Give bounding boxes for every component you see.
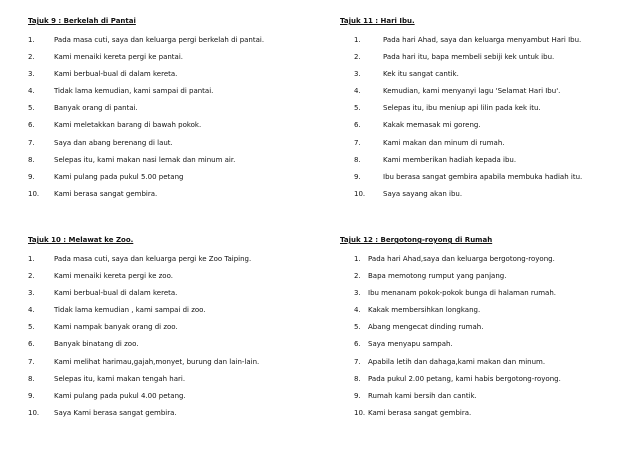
item-text: Pada hari Ahad,saya dan keluarga bergotong-royong. (368, 255, 555, 263)
item-number: 1. (354, 36, 361, 44)
list-item (340, 188, 463, 205)
item-text: Selepas itu, ibu meniup api lilin pada kek itu. (383, 104, 541, 113)
section-title: Tajuk 11 : Hari Ibu. (340, 17, 415, 25)
item-text: Abang mengecat dinding rumah. (368, 323, 484, 332)
item-text: Kami berbual-bual di dalam kereta. (54, 289, 178, 298)
item-text: Selepas itu, kami makan nasi lemak dan minum air. (54, 155, 236, 164)
item-text: Kami pulang pada pukul 4.00 petang. (54, 391, 186, 400)
item-number: 3. (354, 70, 361, 79)
list-item (340, 321, 492, 338)
item-text: Tidak lama kemudian , kami sampai di zoo. (54, 306, 206, 315)
list-item (28, 390, 186, 407)
item-text: Saya dan abang berenang di laut. (54, 138, 173, 147)
item-text: Kami memberikan hadiah kepada ibu. (383, 155, 517, 164)
list-item (28, 85, 214, 102)
item-number: 8. (354, 155, 361, 164)
item-number: 1. (28, 255, 35, 263)
list-item (28, 68, 178, 85)
list-item (28, 171, 184, 188)
list-item (28, 356, 260, 373)
item-number: 9. (28, 391, 35, 400)
list-item (340, 51, 555, 68)
item-number: 2. (354, 272, 361, 281)
item-text: Tidak lama kemudian, kami sampai di pantai. (54, 87, 214, 96)
item-number: 2. (28, 53, 35, 62)
item-text: Kami berasa sangat gembira. (54, 189, 158, 198)
list-item (340, 34, 582, 51)
item-text: Ibu menanam pokok-pokok bunga di halaman rumah. (368, 289, 556, 298)
item-number: 7. (354, 357, 361, 366)
list-item (28, 287, 178, 304)
item-number: 9. (354, 391, 361, 400)
list-item (28, 34, 265, 51)
list-item (340, 390, 492, 407)
item-list (28, 34, 265, 205)
item-number: 4. (28, 87, 35, 96)
item-number: 7. (354, 138, 361, 147)
item-number: 1. (354, 255, 361, 263)
item-number: 5. (28, 323, 35, 332)
item-number: 7. (28, 138, 35, 147)
item-text: Kami berbual-bual di dalam kereta. (54, 70, 178, 79)
list-item (28, 253, 252, 270)
list-item (340, 85, 561, 102)
list-item (28, 154, 236, 171)
item-text: Saya sayang akan ibu. (383, 189, 463, 198)
item-number: 10. (354, 189, 366, 198)
list-item (340, 338, 492, 355)
item-text: Saya menyapu sampah. (368, 340, 453, 349)
item-text: Banyak binatang di zoo. (54, 340, 139, 349)
item-number: 5. (354, 104, 361, 113)
item-number: 3. (354, 289, 361, 298)
item-number: 8. (28, 155, 35, 164)
item-number: 9. (354, 172, 361, 181)
section-tajuk-9 (28, 15, 265, 205)
item-list (340, 253, 561, 424)
list-item (28, 102, 136, 119)
item-number: 2. (354, 53, 361, 62)
item-text: Kami berasa sangat gembira. (368, 408, 472, 417)
item-number: 6. (354, 340, 361, 349)
section-tajuk-12 (340, 234, 561, 424)
list-item (28, 338, 139, 355)
item-text: Pada masa cuti, saya dan keluarga pergi berkelah di pantai. (54, 36, 265, 44)
item-text: Selepas itu, kami makan tengah hari. (54, 374, 186, 383)
section-title: Tajuk 10 : Melawat ke Zoo. (28, 236, 134, 244)
item-text: Kek itu sangat cantik. (383, 70, 459, 79)
item-number: 7. (28, 357, 35, 366)
item-number: 6. (354, 121, 361, 130)
list-item (340, 304, 492, 321)
item-text: Apabila letih dan dahaga,kami makan dan minum. (368, 357, 546, 366)
section-tajuk-10 (28, 234, 260, 424)
list-item (340, 287, 556, 304)
list-item (28, 51, 183, 68)
item-number: 8. (28, 374, 35, 383)
list-item (28, 137, 173, 154)
list-item (28, 119, 202, 136)
item-number: 10. (28, 189, 40, 198)
item-text: Bapa memotong rumput yang panjang. (368, 272, 507, 281)
list-item (28, 321, 178, 338)
item-text: Saya Kami berasa sangat gembira. (54, 408, 177, 417)
item-number: 2. (28, 272, 35, 281)
item-text: Kami melihat harimau,gajah,monyet, burung dan lain-lain. (54, 357, 260, 366)
item-number: 4. (354, 306, 361, 315)
list-item (340, 154, 517, 171)
list-item (340, 253, 555, 270)
list-item (340, 68, 459, 85)
item-number: 5. (354, 323, 361, 332)
item-number: 9. (28, 172, 35, 181)
item-text: Kemudian, kami menyanyi lagu 'Selamat Hari Ibu'. (383, 87, 561, 96)
section-title: Tajuk 9 : Berkelah di Pantai (28, 17, 136, 25)
list-item (340, 270, 507, 287)
item-number: 10. (28, 408, 40, 417)
item-text: Kami menaiki kereta pergi ke zoo. (54, 272, 173, 281)
item-text: Banyak orang di pantai. (54, 104, 138, 113)
item-text: Pada pukul 2.00 petang, kami habis bergotong-royong. (368, 374, 561, 383)
list-item (340, 119, 481, 136)
item-text: Kami makan dan minum di rumah. (383, 138, 505, 147)
item-text: Kami meletakkan barang di bawah pokok. (54, 121, 202, 130)
item-number: 3. (28, 70, 35, 79)
item-text: Pada hari Ahad, saya dan keluarga menyambut Hari Ibu. (383, 36, 582, 44)
item-number: 3. (28, 289, 35, 298)
list-item (340, 102, 541, 119)
item-list (340, 34, 583, 205)
item-text: Pada hari itu, bapa membeli sebiji kek untuk ibu. (383, 53, 555, 62)
item-number: 8. (354, 374, 361, 383)
item-number: 5. (28, 104, 35, 113)
item-text: Rumah kami bersih dan cantik. (368, 391, 477, 400)
list-item (28, 188, 158, 205)
item-text: Kami menaiki kereta pergi ke pantai. (54, 53, 183, 62)
item-number: 1. (28, 36, 35, 44)
list-item (340, 137, 505, 154)
item-text: Ibu berasa sangat gembira apabila membuka hadiah itu. (383, 172, 583, 181)
item-number: 4. (354, 87, 361, 96)
list-item (28, 304, 206, 321)
list-item (340, 356, 546, 373)
list-item (340, 373, 561, 390)
list-item (28, 373, 186, 390)
item-text: Pada masa cuti, saya dan keluarga pergi ke Zoo Taiping. (54, 255, 252, 263)
item-list (28, 253, 260, 424)
item-text: Kami nampak banyak orang di zoo. (54, 323, 178, 332)
item-number: 10. (354, 408, 366, 417)
item-text: Kami pulang pada pukul 5.00 petang (54, 172, 184, 181)
list-item (340, 171, 583, 188)
item-number: 6. (28, 121, 35, 130)
item-number: 6. (28, 340, 35, 349)
item-text: Kakak membersihkan longkang. (368, 306, 481, 315)
list-item (28, 270, 173, 287)
list-item (340, 407, 492, 424)
item-text: Kakak memasak mi goreng. (383, 121, 481, 130)
section-title: Tajuk 12 : Bergotong-royong di Rumah (340, 236, 493, 244)
item-number: 4. (28, 306, 35, 315)
list-item (28, 407, 177, 424)
section-tajuk-11 (340, 15, 583, 205)
